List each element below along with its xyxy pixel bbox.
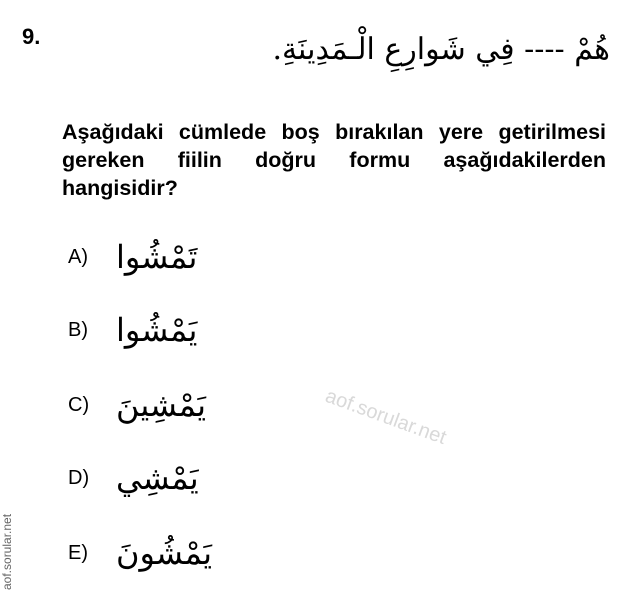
option-text: يَمْشِي (116, 459, 199, 497)
option-letter: B) (68, 318, 88, 341)
question-prompt: Aşağıdaki cümlede boş bırakılan yere getirilmesi gereken fiilin doğru formu aşağıdakilerden hangisidir? (62, 120, 606, 200)
option-text: تَمْشُوا (116, 238, 198, 276)
option-e[interactable] (68, 528, 212, 578)
option-letter: D) (68, 466, 90, 489)
option-letter: A) (68, 245, 88, 268)
arabic-sentence: هُمْ ---- فِي شَوارِعِ الْـمَدِينَةِ. (272, 32, 610, 67)
option-text: يَمْشُونَ (116, 534, 212, 572)
option-b[interactable] (68, 305, 197, 355)
option-text: يَمْشُوا (116, 311, 198, 349)
option-text: يَمْشِينَ (116, 386, 206, 424)
option-a[interactable] (68, 232, 197, 282)
center-watermark: aof.sorular.net (322, 385, 450, 450)
option-letter: C) (68, 393, 90, 416)
question-number: 9. (22, 24, 41, 49)
option-d[interactable] (68, 453, 199, 503)
option-letter: E) (68, 541, 88, 564)
side-watermark: aof.sorular.net (0, 513, 14, 590)
option-c[interactable] (68, 380, 206, 430)
